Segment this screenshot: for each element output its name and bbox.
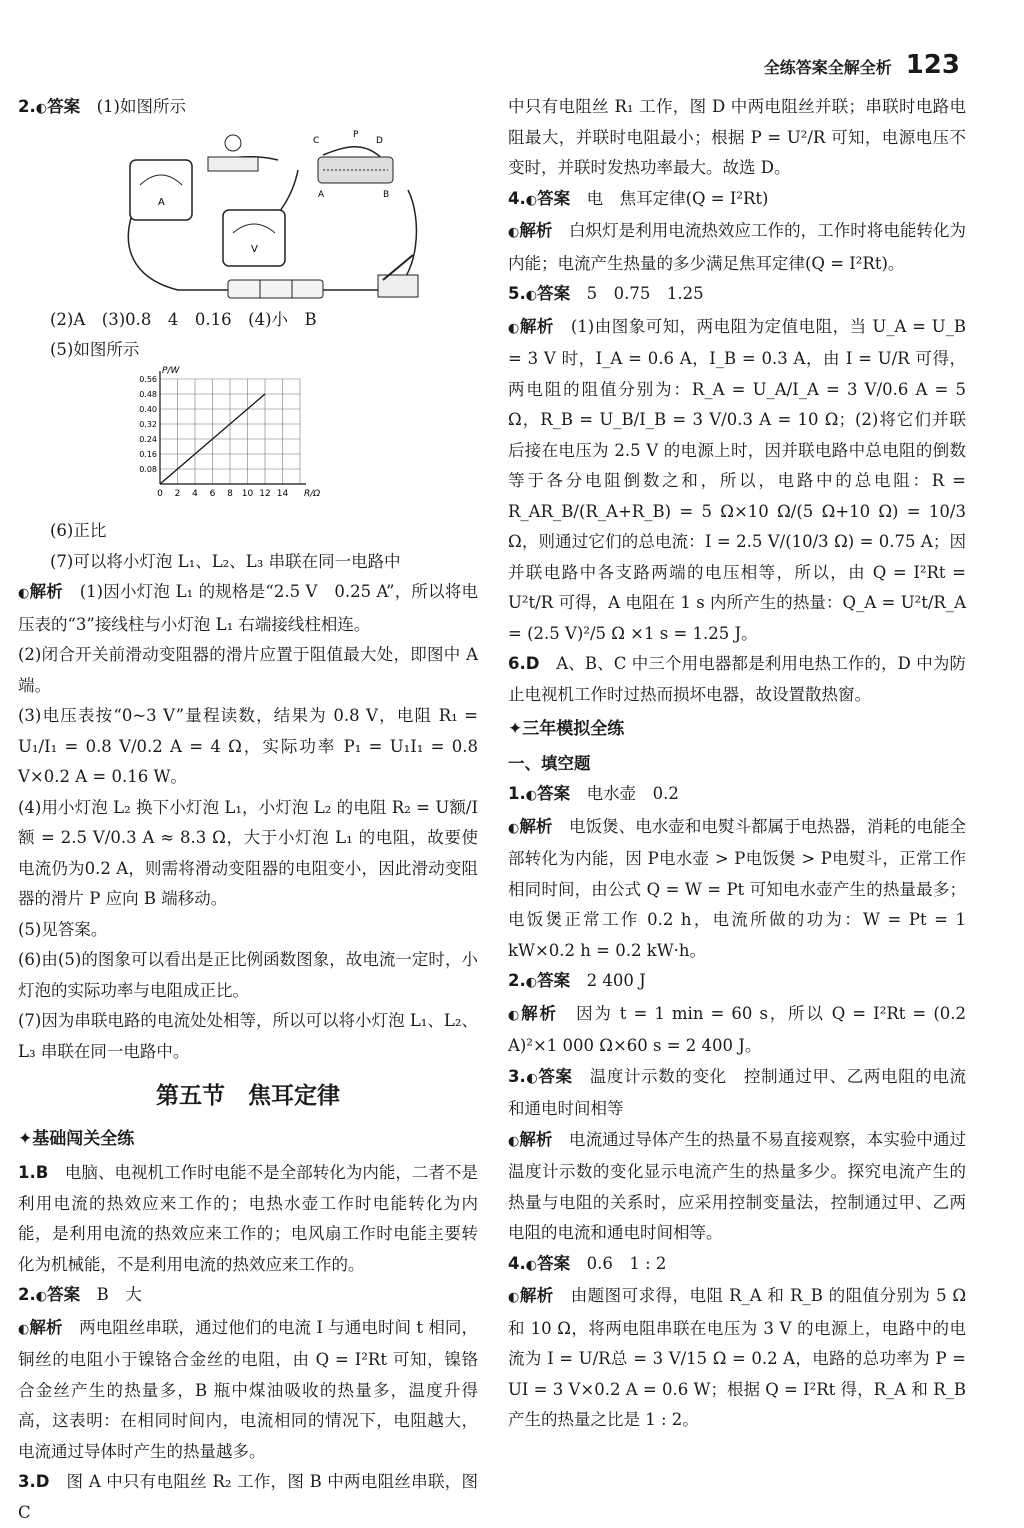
answer-tag: 答案 — [537, 784, 571, 803]
analysis-tag: 解析 — [519, 221, 553, 240]
t4-analysis: 由题图可求得，电阻 R_A 和 R_B 的阻值分别为 5 Ω 和 10 Ω，将两电阻串联在电压为 3 V 的电源上，电路中的电流为 I = U/R总 = 3 V/15 Ω = 0.2 A，电路的总功率为 P = UI = 3 V×0.2 A = 0.6 W；根据 Q = I²Rt 得，R_A 和 R_B 产生的热量之比是 1 : 2。 — [508, 1286, 967, 1429]
x-tick-label: 8 — [227, 488, 233, 499]
analysis-marker-icon: ◐ — [508, 225, 520, 240]
header-title: 全练答案全解全析 — [763, 58, 892, 77]
x-tick-label: 0 — [157, 488, 163, 499]
analysis-tag: 解析 — [519, 1129, 553, 1149]
subsection-three-year: ✦三年模拟全练 — [508, 719, 625, 739]
s2-number: 2. — [18, 1285, 36, 1304]
t2-answer: 2 400 J — [586, 971, 646, 990]
svg-text:C: C — [313, 135, 320, 146]
x-tick-label: 2 — [174, 488, 181, 499]
analysis-marker-icon: ◐ — [508, 1133, 520, 1149]
t3-number: 3. — [508, 1066, 526, 1086]
x-axis-label: R/Ω — [304, 488, 321, 499]
t1-analysis: 电饭煲、电水壶和电熨斗都属于电热器，消耗的电能全部转化为内能，因 P电水壶 > P电饭煲 > P电熨斗，正常工作相同时间，由公式 Q = W = Pt 可知电水壶产生的热量最多；电饭煲正常工作 0.2 h，电流所做的功为：W = Pt = 1 kW×0.2 h = 0.2 kW·h。 — [508, 816, 967, 960]
y-tick-label: 0.24 — [139, 434, 157, 444]
section-title: 第五节 焦耳定律 — [156, 1083, 340, 1109]
y-tick-label: 0.32 — [139, 419, 157, 429]
t4-answer: 0.6 1 : 2 — [586, 1253, 667, 1273]
answer-marker-icon: ◐ — [525, 288, 538, 303]
y-tick-label: 0.40 — [139, 404, 157, 414]
analysis-tag: 解析 — [29, 1317, 63, 1337]
svg-text:V: V — [251, 243, 258, 255]
analysis-marker-icon: ◐ — [508, 1290, 520, 1305]
s5-number: 5. — [508, 284, 526, 303]
s1-number: 1.B — [18, 1163, 49, 1182]
q2-analysis-6: (6)由(5)的图象可以看出是正比例函数图象，故电流一定时，小灯泡的实际功率与电阻成正比。 — [18, 950, 478, 1000]
t4-number: 4. — [508, 1253, 526, 1273]
answer-marker-icon: ◐ — [35, 1289, 48, 1304]
q2-analysis-5: (5)见答案。 — [18, 919, 108, 939]
x-tick-label: 12 — [259, 488, 271, 499]
left-column — [18, 92, 478, 1528]
subsection-basic: ✦基础闯关全练 — [18, 1128, 135, 1149]
t3-answer: 温度计示数的变化 控制通过甲、乙两电阻的电流和通电时间相等 — [508, 1066, 967, 1118]
q2-analysis-7: (7)因为串联电路的电流处处相等，所以可以将小灯泡 L₁、L₂、L₃ 串联在同一电路中。 — [18, 1011, 478, 1061]
analysis-marker-icon: ◐ — [18, 1321, 30, 1337]
voltmeter-icon — [223, 210, 285, 266]
answer-marker-icon: ◐ — [525, 788, 538, 803]
answer-tag: 答案 — [537, 1253, 571, 1273]
s4-analysis: 白炽灯是利用电流热效应工作的，工作时将电能转化为内能；电流产生热量的多少满足焦耳定律(Q = I²Rt)。 — [508, 221, 967, 273]
y-tick-label: 0.48 — [139, 389, 157, 399]
s3-number: 3.D — [18, 1472, 50, 1491]
t2-analysis: 因为 t = 1 min = 60 s，所以 Q = I²Rt = (0.2 A)²×1 000 Ω×60 s = 2 400 J。 — [508, 1003, 966, 1055]
page-header — [764, 50, 960, 80]
x-tick-label: 4 — [192, 488, 198, 499]
analysis-tag: 解析 — [29, 582, 63, 601]
s6-text: A、B、C 中三个用电器都是利用电热工作的，D 中为防止电视机工作时过热而损坏电器，故设置散热窗。 — [508, 654, 967, 704]
q2-analysis-2: (2)闭合开关前滑动变阻器的滑片应置于阻值最大处，即图中 A 端。 — [18, 645, 478, 695]
page-number: 123 — [905, 50, 960, 80]
y-tick-label: 0.08 — [139, 464, 157, 474]
svg-text:B: B — [383, 189, 390, 200]
answer-tag: 答案 — [47, 1285, 81, 1304]
s3-continued: 中只有电阻丝 R₁ 工作，图 D 中两电阻丝并联；串联时电路电阻最大，并联时电阻最小；根据 P = U²/R 可知，电源电压不变时，并联时发热功率最大。故选 D。 — [508, 97, 966, 177]
q2-part6: (6)正比 — [50, 521, 107, 540]
s5-answer: 5 0.75 1.25 — [586, 284, 704, 303]
x-tick-label: 6 — [209, 488, 216, 499]
analysis-marker-icon: ◐ — [508, 320, 520, 336]
t1-number: 1. — [508, 784, 526, 803]
q2-analysis-1: (1)因小灯泡 L₁ 的规格是“2.5 V 0.25 A”，所以将电压表的“3”接线柱与小灯泡 L₁ 右端接线柱相连。 — [18, 582, 479, 634]
s1-text: 电脑、电视机工作时电能不是全部转化为内能，二者不是利用电流的热效应来工作的；电热水壶工作时电能转化为内能，是利用电流的热效应来工作的；电风扇工作时电能主要转化为机械能，不是利用电流的热效应来工作的。 — [18, 1163, 479, 1274]
s2-answer: B 大 — [96, 1285, 142, 1304]
s2-analysis: 两电阻丝串联，通过他们的电流 I 与通电时间 t 相同，铜丝的电阻小于镍铬合金丝的电阻，由 Q = I²Rt 可知，镍铬合金丝产生的热量多，B 瓶中煤油吸收的热量多，温度升得高，这表明：在相同时间内，电流相同的情况下，电阻越大，电流通过导体时产生的热量越多。 — [18, 1317, 479, 1461]
t3-analysis: 电流通过导体产生的热量不易直接观察，本实验中通过温度计示数的变化显示电流产生的热量多少。探究电流产生的热量与电阻的关系时，应采用控制变量法，控制通过甲、乙两电阻的电流和通电时间相等。 — [508, 1129, 967, 1242]
analysis-tag: 解析 — [519, 1286, 554, 1305]
answer-tag: 答案 — [537, 188, 571, 208]
x-tick-label: 14 — [276, 488, 289, 499]
answer-tag: 答案 — [537, 284, 571, 303]
answer-tag: 答案 — [537, 971, 571, 990]
answer-marker-icon: ◐ — [525, 192, 538, 208]
svg-text:D: D — [376, 135, 383, 146]
battery-icon — [228, 280, 323, 298]
s3-text: 图 A 中只有电阻丝 R₂ 工作，图 B 中两电阻丝串联，图 C — [18, 1472, 478, 1522]
q2-part1: (1)如图所示 — [96, 97, 186, 116]
svg-text:P: P — [353, 129, 359, 140]
rheostat-icon — [313, 130, 393, 200]
answer-marker-icon: ◐ — [525, 1070, 539, 1086]
s4-answer: 电 焦耳定律(Q = I²Rt) — [586, 188, 769, 208]
s5-analysis: (1)由图象可知，两电阻为定值电阻，当 U_A = U_B = 3 V 时，I_A = 0.6 A，I_B = 0.3 A，由 I = U/R 可得，两电阻的阻值分别为：R_A = U_A/I_A = 3 V/0.6 A = 5 Ω，R_B = U_B/I_B = 3 V/0.3 A = 10 Ω；(2)将它们并联后接在电压为 2.5 V 的电源上时，因并联电路中总电阻的倒数等于各分电阻倒数之和，所以，电路中的总电阻：R = R_AR_B/(R_A+R_B) = 5 Ω×10 Ω/(5 Ω+10 Ω) = 10/3 Ω，则通过它们的总电流：I = 2.5 V/(10/3 Ω) = 0.75 A；因并联电路中各支路两端的电压相等，所以，由 Q = I²Rt = U²t/R 可得，A 电阻在 1 s 内所产生的热量：Q_A = U²t/R_A = (2.5 V)²/5 Ω ×1 s = 1.25 J。 — [508, 316, 967, 643]
t2-number: 2. — [508, 971, 526, 990]
chart-svg — [128, 365, 321, 506]
x-tick-label: 10 — [241, 488, 254, 499]
q2-analysis-4: (4)用小灯泡 L₂ 换下小灯泡 L₁，小灯泡 L₂ 的电阻 R₂ = U额/I额 = 2.5 V/0.3 A ≈ 8.3 Ω，大于小灯泡 L₁ 的电阻，故要使电流仍为0.2 A，则需将滑动变阻器的电阻变小，因此滑动变阻器的滑片 P 应向 B 端移动。 — [18, 797, 478, 908]
circuit-diagram — [108, 125, 438, 305]
bulb-icon — [208, 135, 258, 171]
answer-marker-icon: ◐ — [525, 975, 538, 990]
answer-tag: 答案 — [538, 1066, 573, 1086]
q2-part5: (5)如图所示 — [50, 340, 140, 359]
s4-number: 4. — [508, 188, 526, 208]
answer-marker-icon: ◐ — [35, 101, 48, 116]
star-icon: ✦ — [18, 1128, 33, 1149]
star-icon: ✦ — [508, 719, 523, 739]
analysis-tag: 解析 — [521, 1003, 558, 1023]
ammeter-icon — [130, 160, 192, 220]
fill-in-heading: 一、填空题 — [508, 753, 591, 773]
y-tick-label: 0.16 — [139, 449, 157, 459]
svg-text:A: A — [158, 196, 165, 208]
analysis-tag: 解析 — [519, 816, 553, 836]
svg-text:A: A — [318, 189, 325, 200]
power-resistance-chart — [128, 366, 478, 517]
analysis-marker-icon: ◐ — [508, 820, 520, 836]
analysis-marker-icon: ◐ — [508, 1007, 522, 1023]
q2-part7: (7)可以将小灯泡 L₁、L₂、L₃ 串联在同一电路中 — [50, 551, 401, 571]
t1-answer: 电水壶 0.2 — [586, 784, 679, 803]
right-column — [508, 92, 966, 1436]
q2-analysis-3: (3)电压表按“0~3 V”量程读数，结果为 0.8 V，电阻 R₁ = U₁/I₁ = 0.8 V/0.2 A = 4 Ω，实际功率 P₁ = U₁I₁ = 0.8 V×0.2 A = 0.16 W。 — [18, 706, 478, 786]
analysis-marker-icon: ◐ — [18, 586, 30, 601]
q2-number: 2. — [18, 97, 36, 116]
y-tick-label: 0.56 — [139, 374, 157, 384]
analysis-tag: 解析 — [519, 316, 554, 336]
y-axis-label: P/W — [162, 365, 180, 376]
s6-number: 6.D — [508, 654, 540, 673]
answer-marker-icon: ◐ — [525, 1257, 538, 1273]
q2-part2: (2)A (3)0.8 4 0.16 (4)小 B — [50, 309, 317, 329]
answer-tag: 答案 — [47, 97, 81, 116]
